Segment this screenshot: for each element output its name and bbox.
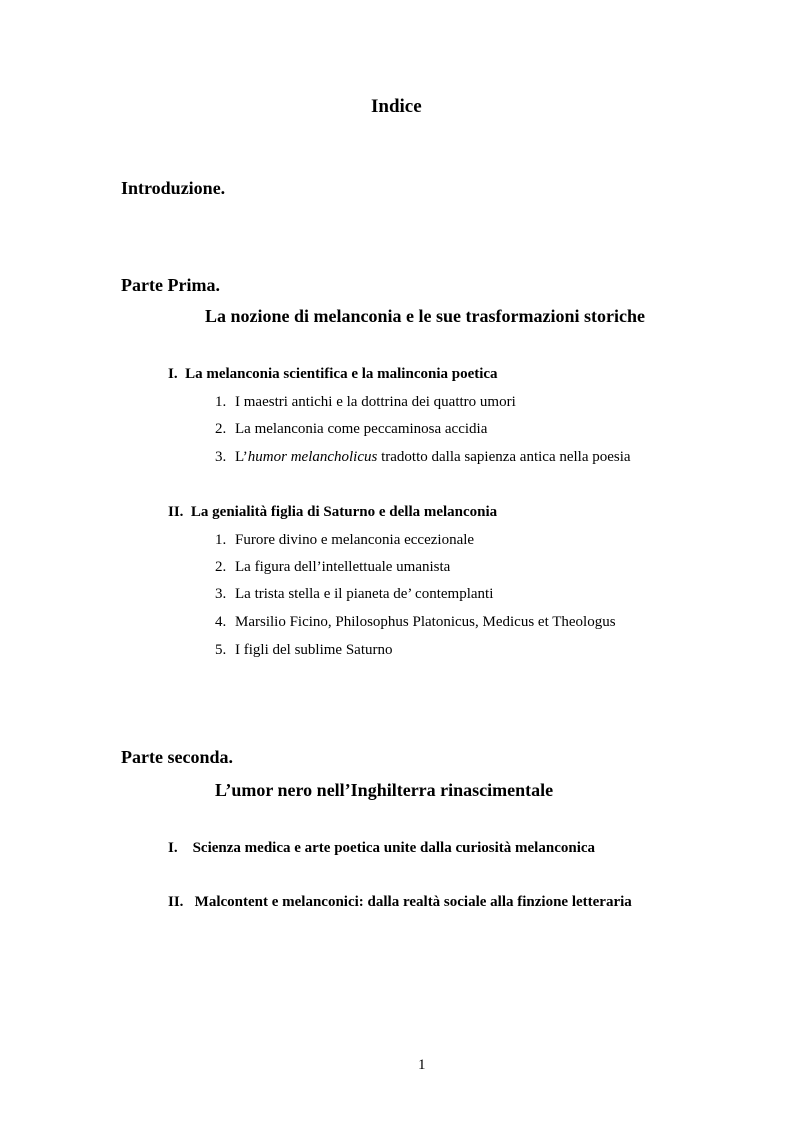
index-title: Indice	[371, 96, 422, 117]
part1-chapter-2: II. La genialità figlia di Saturno e della melanconia	[168, 504, 498, 520]
section-number: 5.	[215, 642, 227, 658]
part2-chapter-2: II. Malcontent e melanconici: dalla realtà sociale alla finzione letteraria	[168, 894, 632, 910]
page-number: 1	[418, 1057, 426, 1073]
section-text: La trista stella e il pianeta de’ contemplanti	[235, 586, 494, 602]
section-number: 1.	[215, 532, 227, 548]
part1-ch1-section-2	[215, 422, 487, 437]
section-text-italic: humor melancholicus	[247, 449, 378, 465]
part1-ch1-section-3	[215, 450, 631, 465]
part1-ch2-section-5	[215, 643, 392, 658]
introduction-heading: Introduzione.	[121, 178, 226, 198]
section-text: I maestri antichi e la dottrina dei quattro umori	[235, 394, 516, 410]
section-text-before: L’	[235, 449, 248, 465]
part1-ch2-section-4	[215, 615, 616, 630]
part2-chapter-1: I. Scienza medica e arte poetica unite dalla curiosità melanconica	[168, 840, 596, 856]
section-text: Marsilio Ficino, Philosophus Platonicus, Medicus et Theologus	[235, 614, 616, 630]
part1-subtitle: La nozione di melanconia e le sue trasformazioni storiche	[205, 306, 645, 326]
section-text: Furore divino e melanconia eccezionale	[235, 532, 475, 548]
part1-ch2-section-3	[215, 587, 493, 602]
part2-subtitle: L’umor nero nell’Inghilterra rinascimentale	[215, 780, 554, 800]
part1-ch1-section-1	[215, 395, 516, 410]
section-text: La melanconia come peccaminosa accidia	[235, 421, 488, 437]
section-number: 2.	[215, 421, 227, 437]
section-text-after: tradotto dalla sapienza antica nella poesia	[377, 449, 631, 465]
section-number: 2.	[215, 559, 227, 575]
section-number: 1.	[215, 394, 227, 410]
section-number: 3.	[215, 586, 227, 602]
part1-chapter-1: I. La melanconia scientifica e la malinconia poetica	[168, 366, 498, 382]
section-number: 4.	[215, 614, 227, 630]
section-number: 3.	[215, 449, 227, 465]
part1-ch2-section-2	[215, 560, 450, 575]
section-text: I figli del sublime Saturno	[235, 642, 393, 658]
section-text: La figura dell’intellettuale umanista	[235, 559, 451, 575]
part2-heading: Parte seconda.	[121, 747, 233, 767]
part1-ch2-section-1	[215, 533, 474, 548]
part1-heading: Parte Prima.	[121, 275, 220, 295]
